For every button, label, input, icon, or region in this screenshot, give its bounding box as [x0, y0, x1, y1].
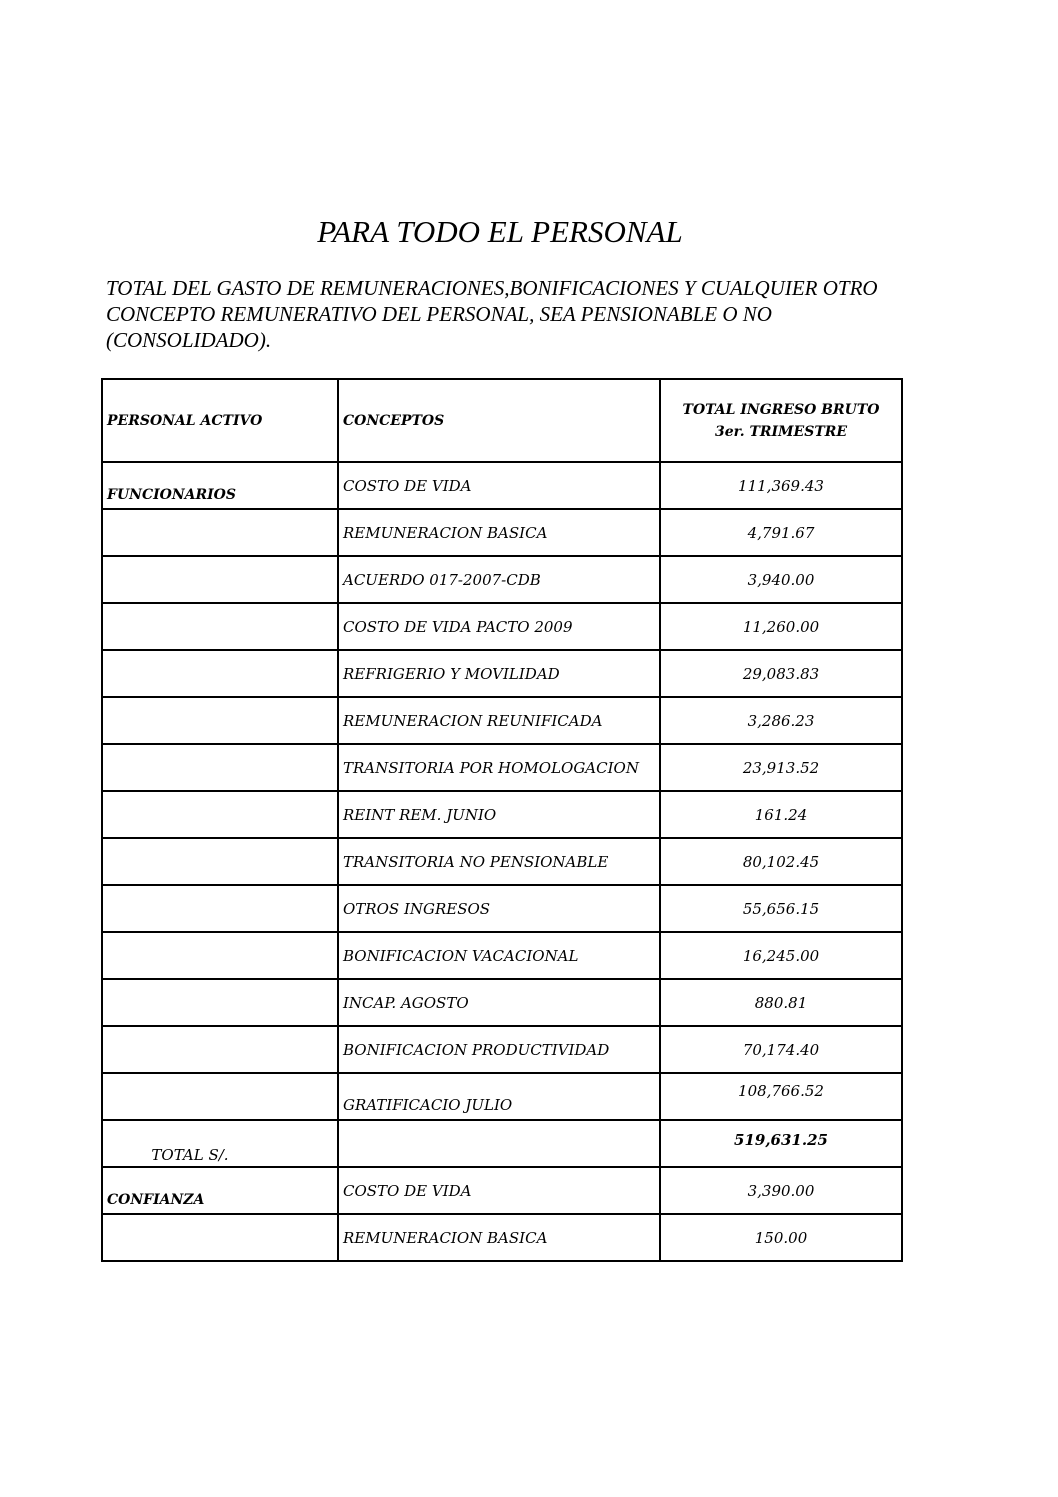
group-cell — [102, 744, 338, 791]
page-subtitle: TOTAL DEL GASTO DE REMUNERACIONES,BONIFICACIONES Y CUALQUIER OTRO CONCEPTO REMUNERATIVO DEL PERSONAL, SEA PENSIONABLE O NO (CONSOLIDADO). — [106, 276, 878, 352]
concept-label: REMUNERACION REUNIFICADA — [343, 711, 603, 730]
group-cell — [102, 1026, 338, 1073]
total-label-cell — [102, 1120, 338, 1167]
group-cell — [102, 462, 338, 509]
amount-value: 3,940.00 — [747, 570, 815, 589]
table-row — [102, 603, 902, 650]
amount-value: 23,913.52 — [742, 758, 820, 777]
page-title: PARA TODO EL PERSONAL — [317, 214, 683, 249]
amount-cell — [660, 791, 902, 838]
funcionarios-rows — [102, 462, 902, 1120]
header-personal-activo: PERSONAL ACTIVO — [102, 379, 338, 462]
remuneration-table — [101, 378, 903, 1262]
group-cell — [102, 932, 338, 979]
amount-cell — [660, 650, 902, 697]
concept-label: INCAP. AGOSTO — [343, 993, 469, 1012]
concept-cell — [338, 509, 660, 556]
amount-value: 55,656.15 — [742, 899, 820, 918]
table-row — [102, 744, 902, 791]
concept-cell — [338, 885, 660, 932]
table-row — [102, 838, 902, 885]
group-label: FUNCIONARIOS — [107, 486, 236, 503]
amount-cell — [660, 932, 902, 979]
amount-value: 161.24 — [754, 805, 808, 824]
group-label: CONFIANZA — [107, 1191, 205, 1208]
amount-cell — [660, 1073, 902, 1120]
concept-cell — [338, 650, 660, 697]
table-row — [102, 509, 902, 556]
group-cell — [102, 650, 338, 697]
concept-cell — [338, 1073, 660, 1120]
concept-cell — [338, 462, 660, 509]
header-total-ingreso — [660, 379, 902, 462]
concept-label: BONIFICACION PRODUCTIVIDAD — [343, 1040, 610, 1059]
concept-cell — [338, 556, 660, 603]
amount-cell — [660, 838, 902, 885]
concept-cell — [338, 932, 660, 979]
concept-label: ACUERDO 017-2007-CDB — [343, 570, 541, 589]
concept-cell — [338, 1214, 660, 1261]
total-amount-cell — [660, 1120, 902, 1167]
group-cell — [102, 1073, 338, 1120]
table-row — [102, 556, 902, 603]
concept-label: COSTO DE VIDA PACTO 2009 — [343, 617, 573, 636]
amount-value: 4,791.67 — [747, 523, 815, 542]
table-row — [102, 1026, 902, 1073]
concept-cell — [338, 791, 660, 838]
amount-cell — [660, 1026, 902, 1073]
total-amount: 519,631.25 — [734, 1130, 828, 1149]
total-row — [102, 1120, 902, 1167]
header-total-line2: 3er. TRIMESTRE — [714, 423, 848, 440]
concept-cell — [338, 979, 660, 1026]
concept-label: COSTO DE VIDA — [343, 1181, 472, 1200]
concept-cell — [338, 697, 660, 744]
group-cell — [102, 885, 338, 932]
amount-cell — [660, 744, 902, 791]
amount-value: 108,766.52 — [738, 1081, 824, 1100]
table-row — [102, 697, 902, 744]
amount-cell — [660, 697, 902, 744]
group-cell — [102, 697, 338, 744]
concept-label: TRANSITORIA POR HOMOLOGACION — [343, 758, 639, 777]
concept-label: BONIFICACION VACACIONAL — [343, 946, 579, 965]
amount-value: 3,390.00 — [747, 1181, 815, 1200]
group-cell — [102, 979, 338, 1026]
table-header-row — [102, 379, 902, 462]
table-row — [102, 1073, 902, 1120]
concept-label: GRATIFICACIO JULIO — [343, 1095, 513, 1114]
concept-label: REMUNERACION BASICA — [343, 1228, 548, 1247]
amount-value: 11,260.00 — [742, 617, 820, 636]
confianza-rows — [102, 1167, 902, 1261]
concept-cell — [338, 1026, 660, 1073]
table-row — [102, 979, 902, 1026]
table-row — [102, 462, 902, 509]
header-conceptos: CONCEPTOS — [338, 379, 660, 462]
group-cell — [102, 791, 338, 838]
amount-cell — [660, 1167, 902, 1214]
concept-label: TRANSITORIA NO PENSIONABLE — [343, 852, 609, 871]
amount-value: 16,245.00 — [742, 946, 820, 965]
table-row — [102, 650, 902, 697]
concept-cell — [338, 1167, 660, 1214]
amount-cell — [660, 603, 902, 650]
total-empty-cell — [338, 1120, 660, 1167]
table-row — [102, 932, 902, 979]
header-total-line1: TOTAL INGRESO BRUTO — [682, 401, 880, 418]
amount-cell — [660, 556, 902, 603]
group-cell — [102, 556, 338, 603]
amount-cell — [660, 462, 902, 509]
group-cell — [102, 1214, 338, 1261]
amount-value: 70,174.40 — [742, 1040, 820, 1059]
amount-cell — [660, 979, 902, 1026]
concept-label: REMUNERACION BASICA — [343, 523, 548, 542]
amount-cell — [660, 885, 902, 932]
group-cell — [102, 509, 338, 556]
table-row — [102, 791, 902, 838]
table-row — [102, 1167, 902, 1214]
amount-cell — [660, 509, 902, 556]
concept-label: COSTO DE VIDA — [343, 476, 472, 495]
amount-value: 150.00 — [754, 1228, 808, 1247]
concept-cell — [338, 603, 660, 650]
concept-label: REINT REM. JUNIO — [343, 805, 497, 824]
group-cell — [102, 838, 338, 885]
table-row — [102, 885, 902, 932]
total-label: TOTAL S/. — [151, 1145, 229, 1164]
amount-value: 80,102.45 — [742, 852, 820, 871]
group-cell — [102, 1167, 338, 1214]
amount-value: 111,369.43 — [738, 476, 824, 495]
concept-label: REFRIGERIO Y MOVILIDAD — [343, 664, 560, 683]
amount-value: 29,083.83 — [742, 664, 820, 683]
concept-cell — [338, 744, 660, 791]
concept-cell — [338, 838, 660, 885]
amount-value: 880.81 — [754, 993, 808, 1012]
concept-label: OTROS INGRESOS — [343, 899, 491, 918]
amount-value: 3,286.23 — [747, 711, 815, 730]
amount-cell — [660, 1214, 902, 1261]
table-row — [102, 1214, 902, 1261]
group-cell — [102, 603, 338, 650]
